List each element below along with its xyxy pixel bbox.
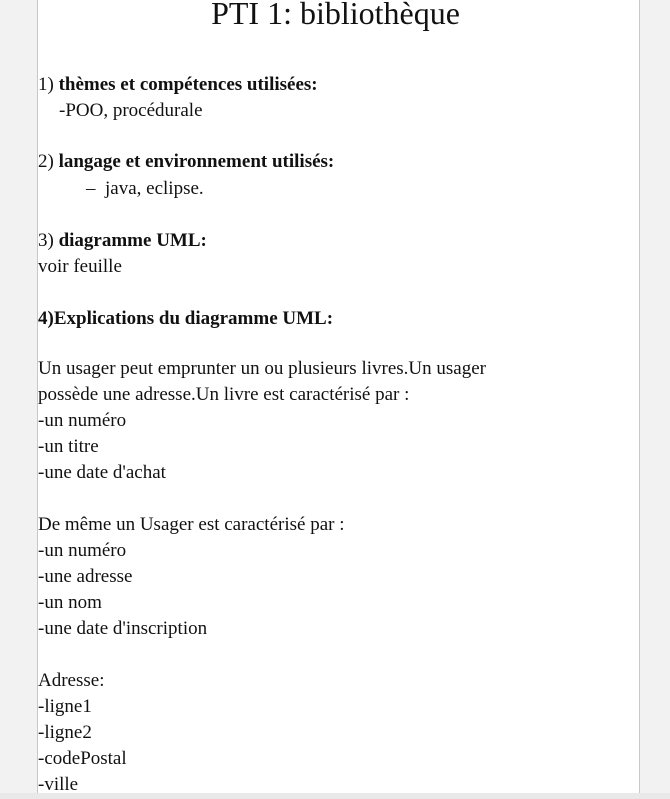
- section-1-heading: [38, 72, 318, 98]
- bottom-scroll-area: [0, 793, 670, 799]
- section-1-text: -POO, procédurale: [59, 100, 203, 121]
- paragraph-line: possède une adresse.Un livre est caractérisé par :: [38, 384, 410, 405]
- section-1-title: thèmes et compétences utilisées:: [58, 74, 318, 95]
- list-item: -ligne2: [38, 722, 92, 743]
- section-1-number: 1): [38, 74, 59, 95]
- section-3-text: voir feuille: [38, 256, 122, 277]
- section-3-number: 3): [38, 230, 59, 251]
- list-item: -un numéro: [38, 410, 127, 431]
- section-2-bullet-item: [86, 176, 204, 202]
- section-3-heading: [38, 228, 207, 254]
- list-item: -codePostal: [38, 748, 127, 769]
- list-item: -une adresse: [38, 566, 133, 587]
- list-item: -un titre: [38, 436, 99, 457]
- section-2-title: langage et environnement utilisés:: [58, 151, 335, 172]
- document-page: [37, 0, 640, 793]
- section-4-heading: 4)Explications du diagramme UML:: [38, 308, 334, 329]
- paragraph-line: De même un Usager est caractérisé par :: [38, 514, 345, 535]
- section-2-heading: [38, 149, 334, 175]
- paragraph-line: Un usager peut emprunter un ou plusieurs livres.Un usager: [38, 358, 486, 379]
- list-item: -un nom: [38, 592, 102, 613]
- section-2-number: 2): [38, 151, 59, 172]
- paragraph-line: Adresse:: [38, 670, 105, 691]
- list-item: -un numéro: [38, 540, 127, 561]
- list-item: -ligne1: [38, 696, 92, 717]
- list-item: -une date d'achat: [38, 462, 166, 483]
- document-title: PTI 1: bibliothèque: [211, 0, 460, 31]
- list-item: -une date d'inscription: [38, 618, 208, 639]
- list-item: -ville: [38, 774, 79, 793]
- bullet-dash: –: [86, 178, 96, 199]
- section-3-title: diagramme UML:: [58, 230, 207, 251]
- section-2-text: java, eclipse.: [105, 178, 204, 199]
